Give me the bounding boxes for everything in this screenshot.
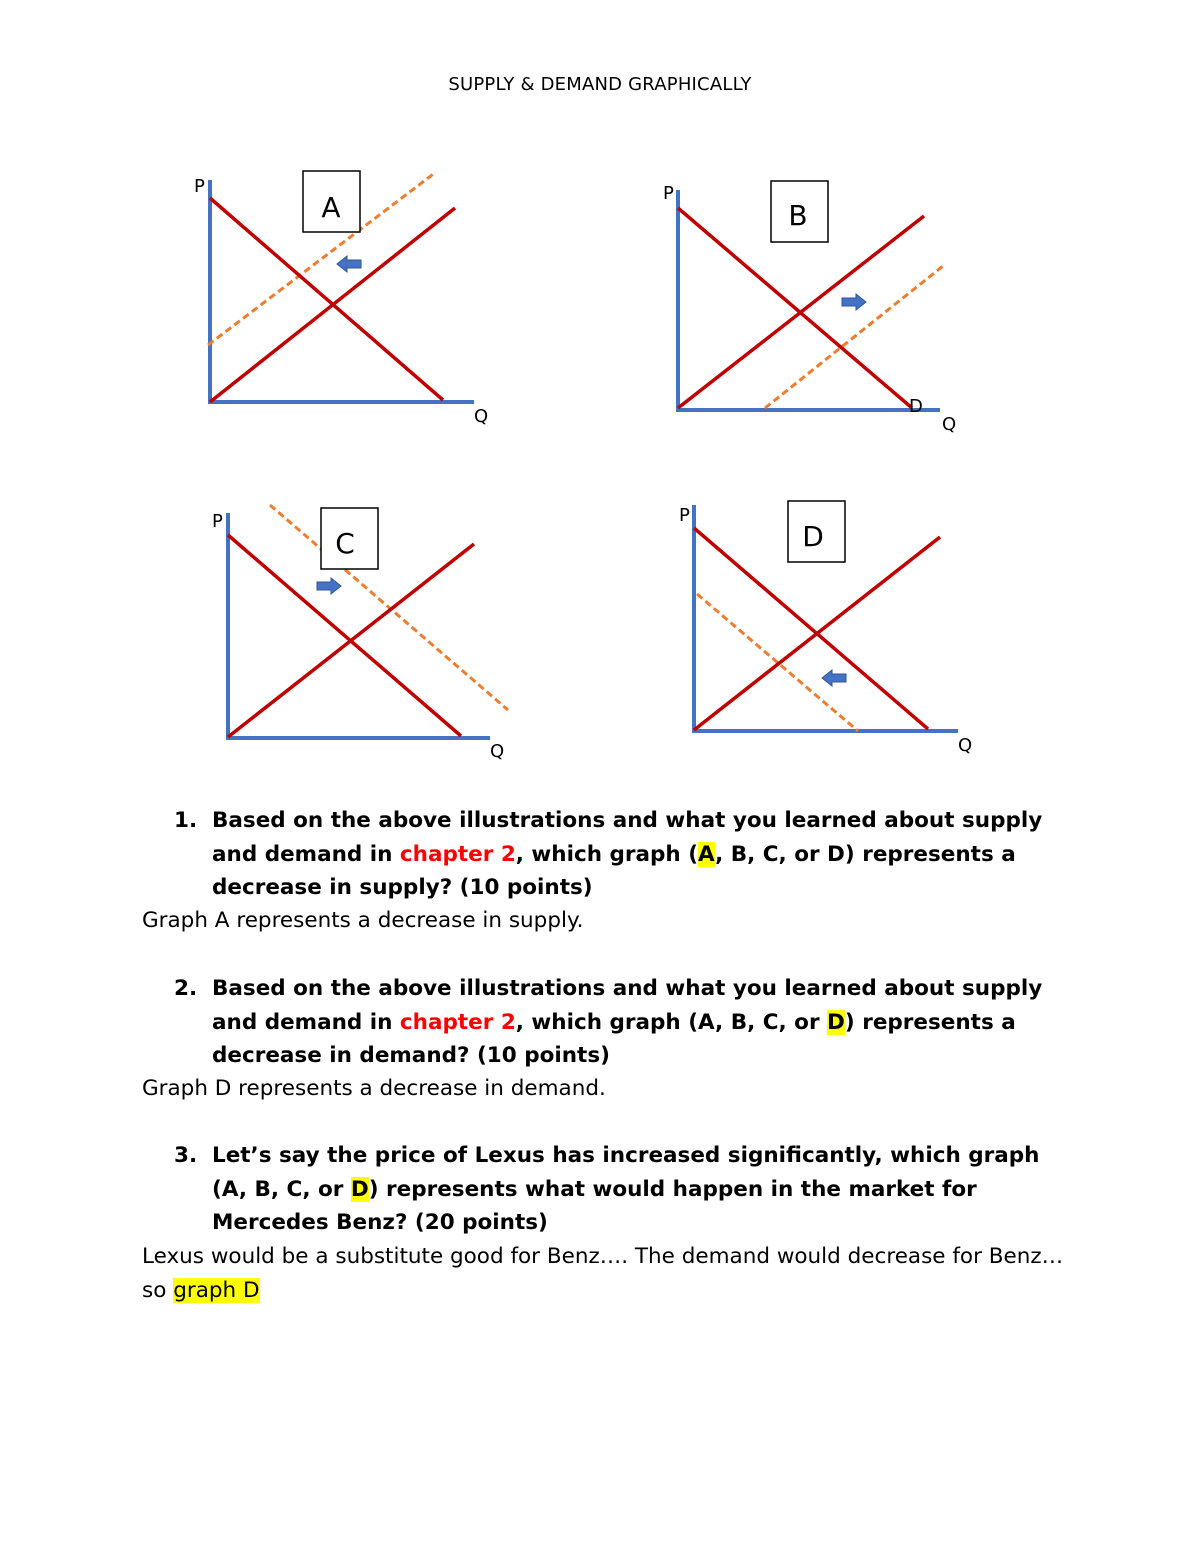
question-3 <box>174 1139 1072 1240</box>
graph-d <box>679 501 972 756</box>
question-2-chapter: chapter 2 <box>399 1009 516 1035</box>
graph-c-p-label: P <box>212 511 223 532</box>
graph-a-p-label: P <box>194 176 205 197</box>
question-1-text: Based on the above illustrations and what you learned about supply and demand in <box>212 808 1043 867</box>
graph-a-q-label: Q <box>474 406 489 427</box>
graph-b-shift-arrow-right-icon <box>842 294 866 310</box>
question-2 <box>174 972 1072 1073</box>
question-1-text-4: ) represents a decrease in supply? (10 points) <box>212 841 1016 900</box>
graph-d-shift-arrow-left-icon <box>822 670 846 686</box>
question-1-number: 1. <box>174 808 198 833</box>
question-1-highlight: A <box>698 841 716 867</box>
question-1-text-3: , B, C, or D <box>715 841 845 867</box>
graph-d-q-label: Q <box>958 735 973 756</box>
question-3-text-2: ) represents what would happen in the market for Mercedes Benz? (20 points) <box>212 1176 977 1235</box>
answer-2: Graph D represents a decrease in demand. <box>142 1076 606 1101</box>
document-title: SUPPLY & DEMAND GRAPHICALLY <box>448 74 752 95</box>
graph-d-label: D <box>802 520 824 553</box>
graph-c-q-label: Q <box>490 741 505 762</box>
question-2-text: Based on the above illustrations and what you learned about supply and demand in <box>212 976 1043 1035</box>
graph-b-label: B <box>788 199 808 232</box>
answer-3-highlight: graph D <box>173 1277 260 1303</box>
question-2-text-2: , which graph (A, B, C, or <box>515 1009 828 1035</box>
answer-3 <box>142 1240 1072 1307</box>
question-3-highlight: D <box>350 1176 369 1202</box>
answer-3-text: Lexus would be a substitute good for Benz…. The demand would decrease for Benz… so <box>142 1244 1064 1303</box>
graph-b <box>663 181 956 435</box>
graph-a <box>194 171 488 427</box>
answer-1: Graph A represents a decrease in supply. <box>142 908 584 933</box>
question-2-highlight: D <box>827 1009 845 1035</box>
graph-d-p-label: P <box>679 505 690 526</box>
graph-b-curve-label: D <box>909 396 923 417</box>
graph-c <box>212 505 508 762</box>
question-1-chapter: chapter 2 <box>399 841 516 867</box>
question-2-number: 2. <box>174 976 198 1001</box>
question-2-text-3: ) represents a decrease in demand? (10 points) <box>212 1009 1016 1068</box>
graph-c-shift-arrow-right-icon <box>317 578 341 594</box>
graph-c-label: C <box>335 527 355 560</box>
graph-a-label: A <box>321 191 341 224</box>
graph-a-shift-arrow-left-icon <box>337 256 361 272</box>
question-3-number: 3. <box>174 1143 198 1168</box>
graph-b-p-label: P <box>663 183 674 204</box>
graph-c-shifted-demand-curve <box>270 505 508 710</box>
question-1-text-2: , which graph ( <box>515 841 699 867</box>
question-1 <box>174 804 1072 905</box>
question-3-text: Let’s say the price of Lexus has increased significantly, which graph (A, B, C, or <box>212 1143 1040 1202</box>
graph-b-q-label: Q <box>942 414 957 435</box>
graph-b-shifted-supply-curve <box>765 266 943 408</box>
